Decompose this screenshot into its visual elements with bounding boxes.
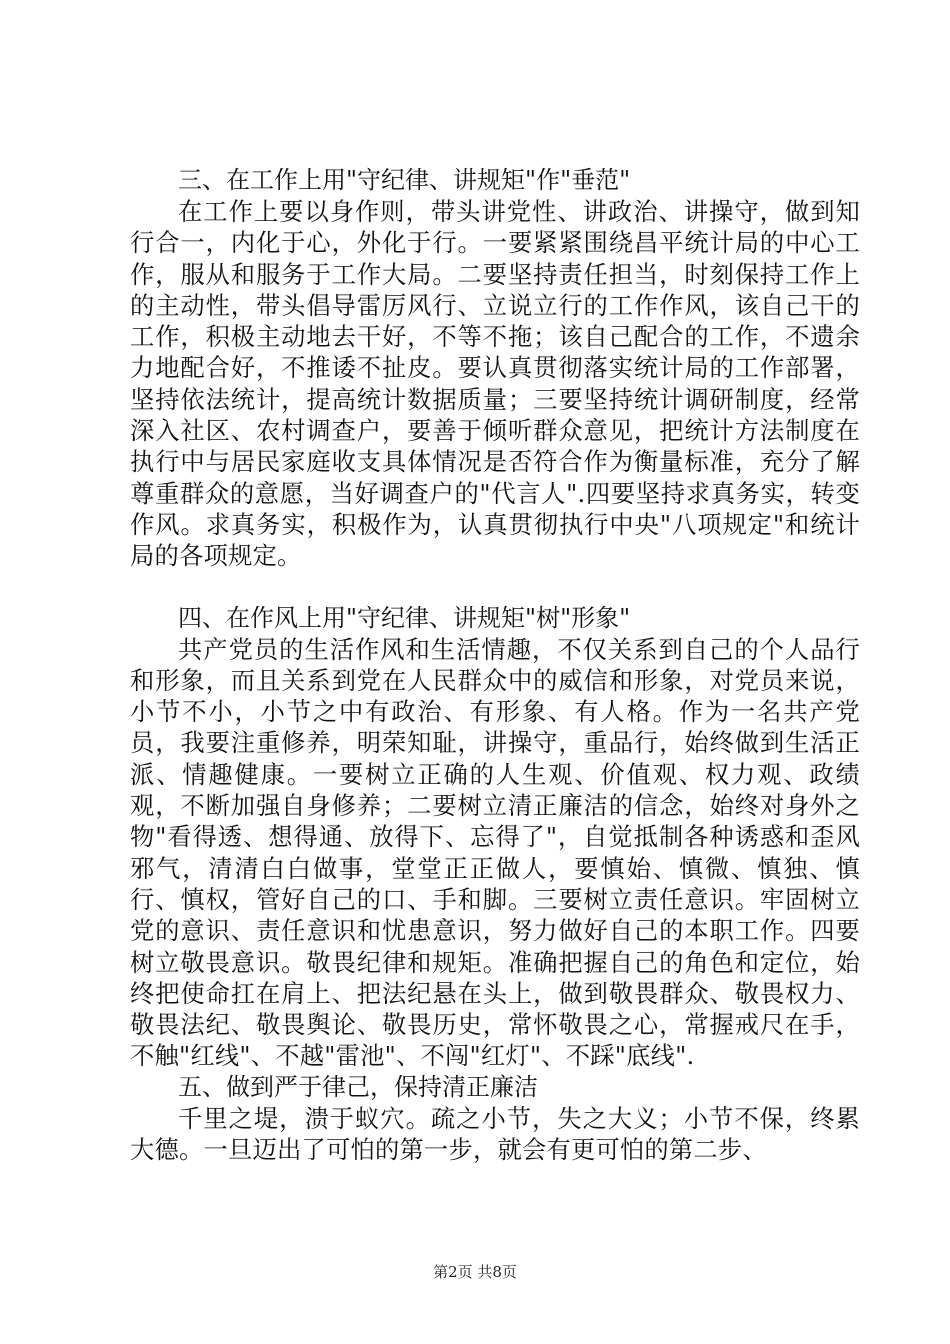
section-4-heading: 四、在作风上用"守纪律、讲规矩"树"形象" bbox=[178, 603, 631, 632]
section-5-heading: 五、做到严于律己，保持清正廉洁 bbox=[178, 1072, 538, 1101]
document-body bbox=[130, 165, 860, 1165]
page-number-footer: 第2页 共8页 bbox=[433, 1263, 517, 1281]
section-3-heading: 三、在工作上用"守纪律、讲规矩"作"垂范" bbox=[178, 166, 631, 194]
section-4-paragraph: 共产党员的生活作风和生活情趣，不仅关系到自己的个人品行和形象，而且关系到党在人民群众中的威信和形象，对党员来说，小节不小，小节之中有政治、有形象、有人格。作为一名共产党员，我要注重修养，明荣知耻，讲操守，重品行，始终做到生活正派、情趣健康。一要树立正确的人生观、价值观、权力观、政绩观，不断加强自身修养；二要树立清正廉洁的信念，始终对身外之物"看得透、想得通、放得下、忘得了"，自觉抵制各种诱惑和歪风邪气，清清白白做事，堂堂正正做人，要慎始、慎微、慎独、慎行、慎权，管好自己的口、手和脚。三要树立责任意识。牢固树立党的意识、责任意识和忧患意识，努力做好自己的本职工作。四要树立敬畏意识。敬畏纪律和规矩。准确把握自己的角色和定位，始终把使命扛在肩上、把法纪悬在头上，做到敬畏群众、敬畏权力、敬畏法纪、敬畏舆论、敬畏历史，常怀敬畏之心，常握戒尺在手，不触"红线"、不越"雷池"、不闯"红灯"、不踩"底线". bbox=[130, 634, 860, 1071]
section-3-paragraph: 在工作上要以身作则，带头讲党性、讲政治、讲操守，做到知行合一，内化于心，外化于行。一要紧紧围绕昌平统计局的中心工作，服从和服务于工作大局。二要坚持责任担当，时刻保持工作上的主动性，带头倡导雷厉风行、立说立行的工作作风，该自己干的工作，积极主动地去干好，不等不拖；该自己配合的工作，不遗余力地配合好，不推诿不扯皮。要认真贯彻落实统计局的工作部署，坚持依法统计，提高统计数据质量；三要坚持统计调研制度，经常深入社区、农村调查户，要善于倾听群众意见，把统计方法制度在执行中与居民家庭收支具体情况是否符合作为衡量标准，充分了解尊重群众的意愿，当好调查户的"代言人".四要坚持求真务实，转变作风。求真务实，积极作为，认真贯彻执行中央"八项规定"和统计局的各项规定。 bbox=[130, 197, 860, 571]
section-5-paragraph: 千里之堤，溃于蚁穴。疏之小节，失之大义；小节不保，终累大德。一旦迈出了可怕的第一步，就会有更可怕的第二步、 bbox=[130, 1103, 860, 1165]
paragraph-spacer bbox=[130, 572, 860, 603]
